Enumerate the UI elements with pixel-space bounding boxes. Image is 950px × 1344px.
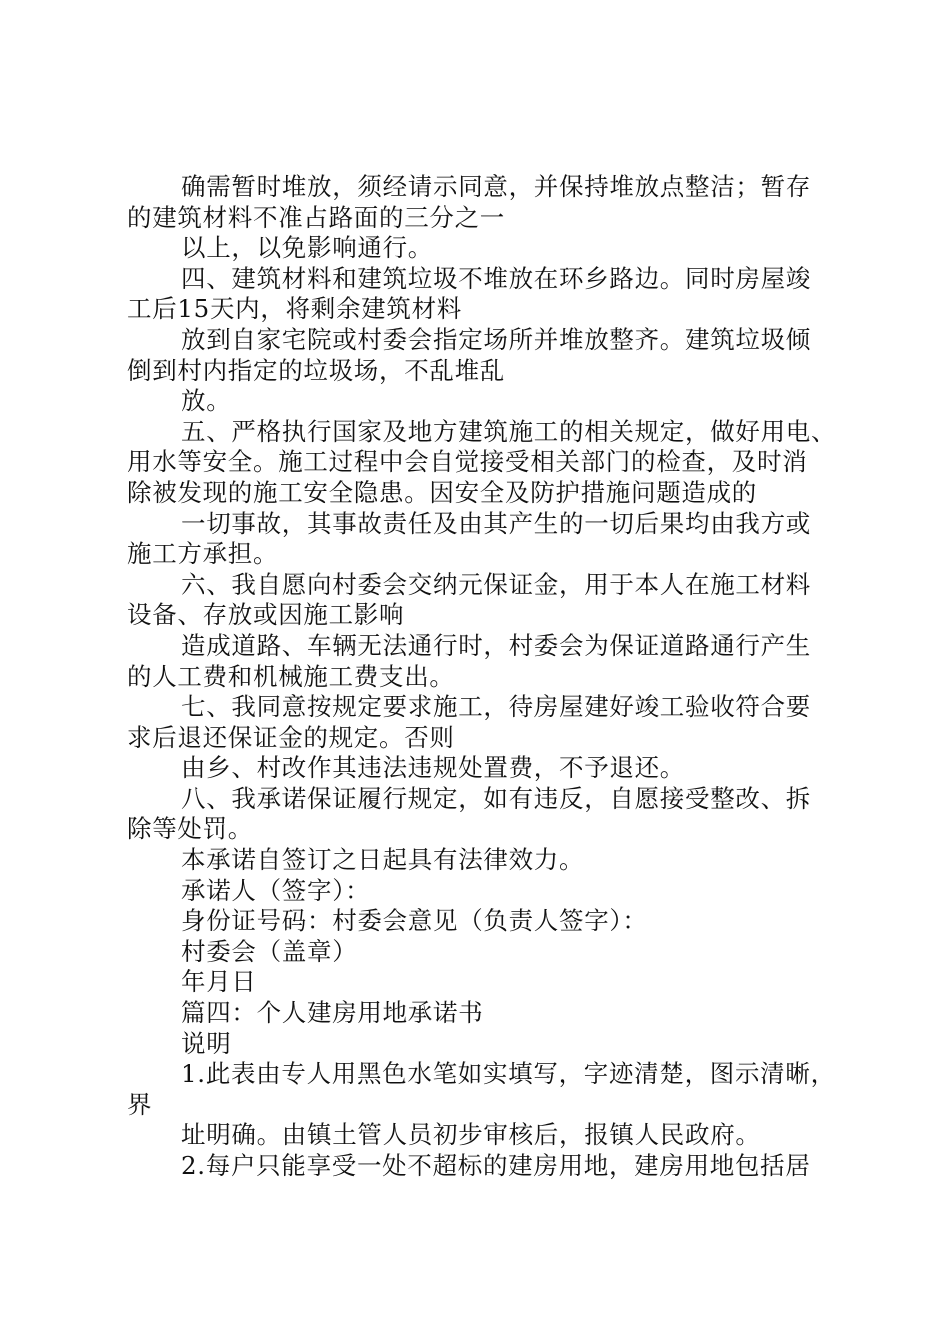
text-line: 2.每户只能享受一处不超标的建房用地，建房用地包括居	[181, 1151, 811, 1180]
text-line: 造成道路、车辆无法通行时，村委会为保证道路通行产生	[181, 630, 811, 660]
text-line: 除等处罚。	[127, 814, 253, 844]
text-line: 求后退还保证金的规定。否则	[127, 722, 455, 752]
text-line: 由乡、村改作其违法违规处置费，不予退还。	[181, 753, 685, 783]
text-line: 以上，以免影响通行。	[181, 233, 433, 263]
text-line: 承诺人（签字）：	[181, 875, 371, 905]
text-line: 说明	[181, 1028, 232, 1058]
text-line: 七、我同意按规定要求施工，待房屋建好竣工验收符合要	[181, 692, 811, 722]
text-line: 倒到村内指定的垃圾场，不乱堆乱	[127, 355, 505, 385]
text-line: 本承诺自签订之日起具有法律效力。	[181, 845, 585, 875]
text-line: 四、建筑材料和建筑垃圾不堆放在环乡路边。同时房屋竣	[181, 263, 811, 293]
text-line: 址明确。由镇土管人员初步审核后，报镇人民政府。	[181, 1120, 761, 1150]
text-line: 施工方承担。	[127, 539, 279, 569]
text-line: 工后15天内，将剩余建筑材料	[127, 294, 462, 324]
text-line: 身份证号码：村委会意见（负责人签字）：	[181, 906, 648, 936]
document-body	[127, 172, 837, 1182]
text-line: 用水等安全。施工过程中会自觉接受相关部门的检查，及时消	[127, 447, 808, 477]
text-line: 界	[127, 1089, 153, 1119]
text-line: 村委会（盖章）	[181, 936, 358, 966]
text-line: 八、我承诺保证履行规定，如有违反，自愿接受整改、拆	[181, 783, 811, 813]
text-line: 一切事故，其事故责任及由其产生的一切后果均由我方或	[181, 508, 811, 538]
text-line: 确需暂时堆放，须经请示同意，并保持堆放点整洁；暂存	[181, 172, 811, 201]
text-line: 1.此表由专人用黑色水笔如实填写，字迹清楚，图示清晰，	[181, 1059, 836, 1089]
text-line: 篇四：个人建房用地承诺书	[181, 998, 484, 1028]
text-line: 设备、存放或因施工影响	[127, 600, 405, 630]
text-line: 除被发现的施工安全隐患。因安全及防护措施问题造成的	[127, 477, 757, 507]
text-line: 六、我自愿向村委会交纳元保证金，用于本人在施工材料	[181, 569, 811, 599]
text-line: 放到自家宅院或村委会指定场所并堆放整齐。建筑垃圾倾	[181, 324, 811, 354]
text-line: 五、严格执行国家及地方建筑施工的相关规定，做好用电、	[181, 416, 837, 446]
text-line: 放。	[181, 386, 232, 416]
text-line: 的建筑材料不准占路面的三分之一	[127, 202, 505, 232]
text-line: 年月日	[181, 967, 257, 997]
text-line: 的人工费和机械施工费支出。	[127, 661, 455, 691]
